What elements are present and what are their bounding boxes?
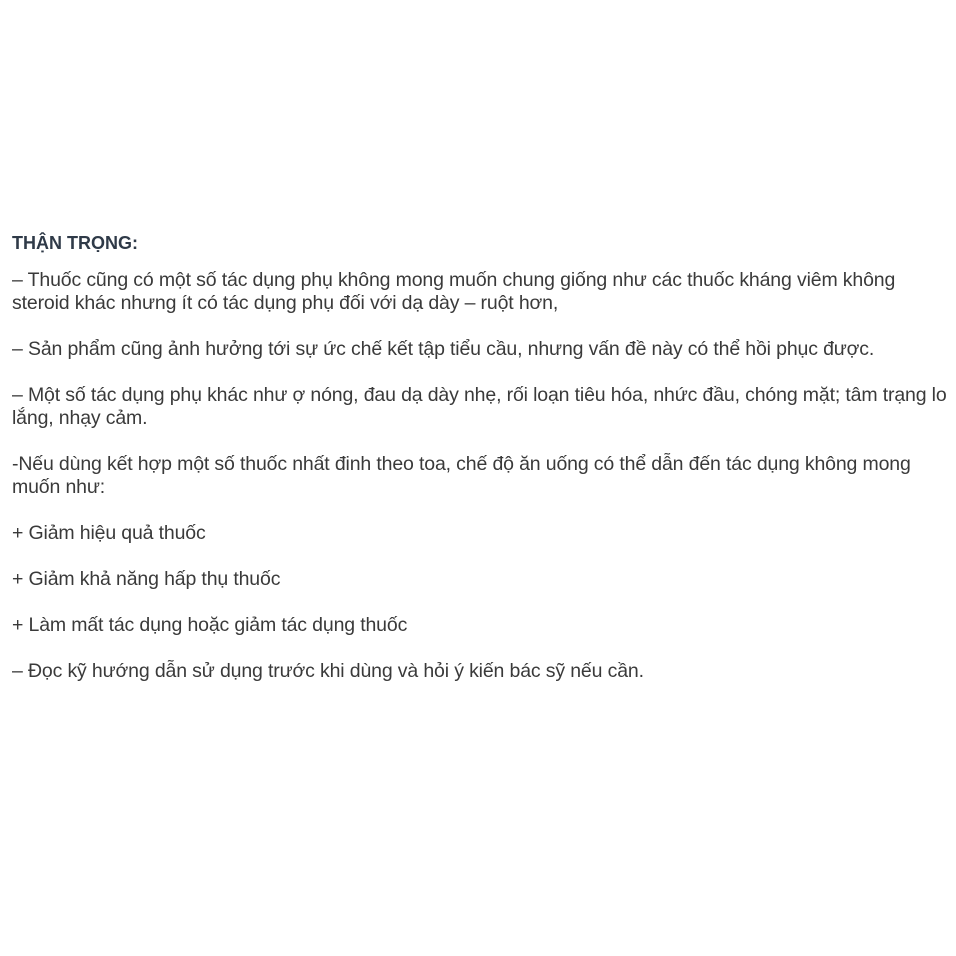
list-item-reduce-efficacy: + Giảm hiệu quả thuốc (12, 522, 206, 544)
paragraph-read-instructions: – Đọc kỹ hướng dẫn sử dụng trước khi dùng và hỏi ý kiến bác sỹ nếu cần. (12, 660, 644, 682)
document-body (12, 231, 947, 706)
paragraph-interactions: -Nếu dùng kết hợp một số thuốc nhất đinh theo toa, chế độ ăn uống có thể dẫn đến tác dụng không mong muốn như: (12, 453, 911, 498)
section-heading: THẬN TRỌNG: (12, 233, 138, 253)
list-item-reduce-absorption: + Giảm khả năng hấp thụ thuốc (12, 568, 281, 590)
paragraph-other-effects: – Một số tác dụng phụ khác như ợ nóng, đau dạ dày nhẹ, rối loạn tiêu hóa, nhức đầu, chóng mặt; tâm trạng lo lắng, nhạy cảm. (12, 384, 947, 429)
paragraph-side-effects: – Thuốc cũng có một số tác dụng phụ không mong muốn chung giống như các thuốc kháng viêm không steroid khác nhưng ít có tác dụng phụ đối với dạ dày – ruột hơn, (12, 269, 896, 314)
list-item-lose-effect: + Làm mất tác dụng hoặc giảm tác dụng thuốc (12, 614, 408, 636)
paragraph-platelet: – Sản phẩm cũng ảnh hưởng tới sự ức chế kết tập tiểu cầu, nhưng vấn đề này có thể hồi phục được. (12, 338, 875, 360)
